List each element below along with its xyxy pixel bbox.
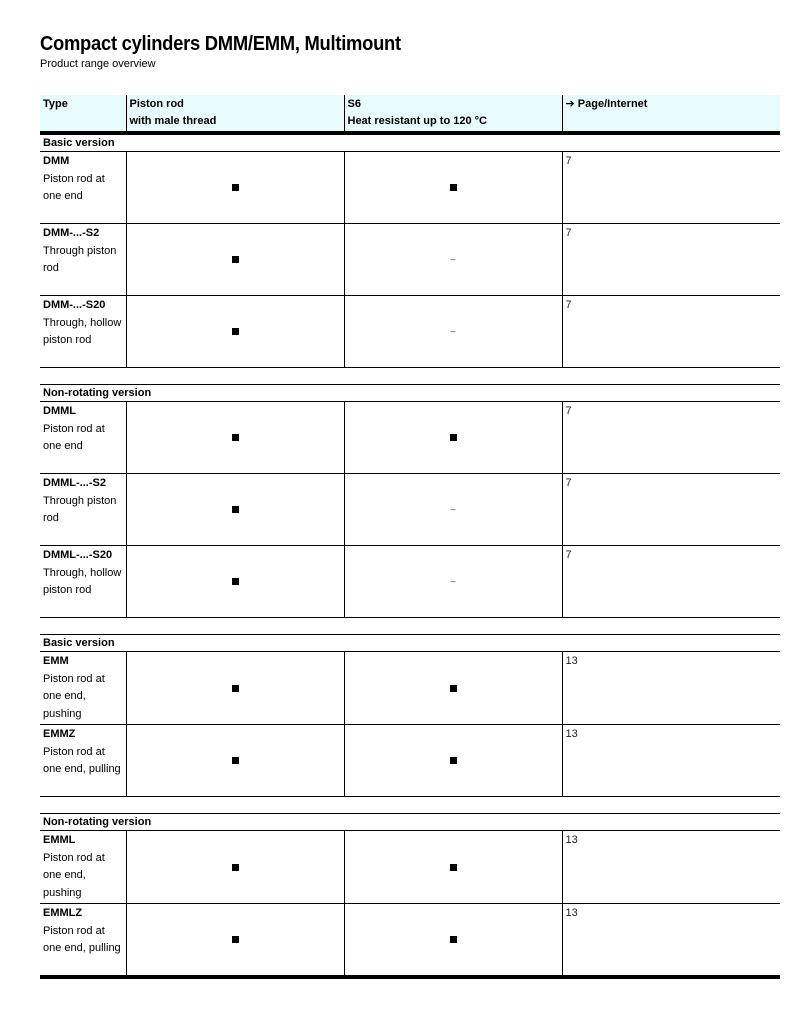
table-row xyxy=(40,546,780,618)
piston-availability-cell xyxy=(126,652,344,725)
not-available-dash-icon: – xyxy=(450,504,456,515)
type-description: Piston rod at one end, pushing xyxy=(43,851,105,899)
available-square-icon xyxy=(232,685,239,692)
table-row xyxy=(40,474,780,546)
page-reference: 13 xyxy=(562,831,780,904)
spacer-cell xyxy=(40,618,780,635)
available-square-icon xyxy=(450,757,457,764)
type-code: DMML-...-S20 xyxy=(43,549,113,561)
piston-availability-cell xyxy=(126,725,344,797)
s6-availability-cell xyxy=(344,831,562,904)
available-square-icon xyxy=(232,328,239,335)
type-cell xyxy=(40,725,126,797)
type-description: Through, hollow piston rod xyxy=(43,566,122,596)
available-square-icon xyxy=(450,184,457,191)
table-row xyxy=(40,224,780,296)
piston-availability-cell xyxy=(126,402,344,474)
table-row xyxy=(40,725,780,797)
s6-availability-cell xyxy=(344,904,562,978)
column-header-piston-rod-line2: with male thread xyxy=(129,115,217,127)
s6-availability-cell xyxy=(344,474,562,546)
column-header-type xyxy=(40,95,126,133)
spacer-row xyxy=(40,368,780,385)
available-square-icon xyxy=(450,864,457,871)
available-square-icon xyxy=(232,434,239,441)
type-description: Through, hollow piston rod xyxy=(43,316,122,346)
page-reference: 7 xyxy=(562,474,780,546)
table-row xyxy=(40,652,780,725)
available-square-icon xyxy=(232,757,239,764)
page-reference: 13 xyxy=(562,904,780,978)
available-square-icon xyxy=(232,184,239,191)
not-available-dash-icon: – xyxy=(450,254,456,265)
s6-availability-cell xyxy=(344,725,562,797)
type-code: DMM-...-S2 xyxy=(43,227,100,239)
not-available-dash-icon: – xyxy=(450,326,456,337)
type-cell xyxy=(40,402,126,474)
column-header-piston-rod-line1: Piston rod xyxy=(129,98,184,110)
page-reference: 7 xyxy=(562,296,780,368)
section-label: Basic version xyxy=(40,635,780,652)
page-reference: 7 xyxy=(562,224,780,296)
type-description: Piston rod at one end, pulling xyxy=(43,745,121,775)
type-code: EMML xyxy=(43,834,76,846)
type-description: Piston rod at one end, pushing xyxy=(43,672,105,720)
s6-availability-cell xyxy=(344,546,562,618)
available-square-icon xyxy=(232,256,239,263)
type-cell xyxy=(40,904,126,978)
piston-availability-cell xyxy=(126,296,344,368)
section-label: Non-rotating version xyxy=(40,385,780,402)
column-header-type-label: Type xyxy=(43,98,68,110)
available-square-icon xyxy=(450,685,457,692)
piston-availability-cell xyxy=(126,152,344,224)
column-header-page xyxy=(562,95,780,133)
table-row xyxy=(40,831,780,904)
table-row xyxy=(40,296,780,368)
s6-availability-cell xyxy=(344,224,562,296)
column-header-piston-rod xyxy=(126,95,344,133)
column-header-page-label: ➔ Page/Internet xyxy=(565,98,648,110)
available-square-icon xyxy=(232,578,239,585)
spacer-cell xyxy=(40,797,780,814)
type-code: EMM xyxy=(43,655,69,667)
type-cell xyxy=(40,474,126,546)
type-cell xyxy=(40,546,126,618)
piston-availability-cell xyxy=(126,831,344,904)
column-header-s6 xyxy=(344,95,562,133)
section-header-row xyxy=(40,385,780,402)
type-cell xyxy=(40,831,126,904)
type-description: Through piston rod xyxy=(43,244,117,274)
spacer-cell xyxy=(40,368,780,385)
type-cell xyxy=(40,152,126,224)
available-square-icon xyxy=(232,506,239,513)
piston-availability-cell xyxy=(126,224,344,296)
page-reference: 7 xyxy=(562,152,780,224)
table-row xyxy=(40,904,780,978)
table-row xyxy=(40,402,780,474)
section-label: Non-rotating version xyxy=(40,814,780,831)
page-reference: 7 xyxy=(562,402,780,474)
page-title: Compact cylinders DMM/EMM, Multimount xyxy=(40,33,401,55)
column-header-s6-line1: S6 xyxy=(347,98,361,110)
type-code: EMMZ xyxy=(43,728,76,740)
page-reference: 13 xyxy=(562,725,780,797)
type-code: DMM-...-S20 xyxy=(43,299,106,311)
page-subtitle: Product range overview xyxy=(40,58,156,70)
type-description: Piston rod at one end xyxy=(43,172,105,202)
s6-availability-cell xyxy=(344,402,562,474)
page-reference: 7 xyxy=(562,546,780,618)
section-label: Basic version xyxy=(40,133,780,152)
page-header xyxy=(40,30,432,70)
type-cell xyxy=(40,296,126,368)
available-square-icon xyxy=(232,936,239,943)
spacer-row xyxy=(40,618,780,635)
type-cell xyxy=(40,652,126,725)
s6-availability-cell xyxy=(344,652,562,725)
type-code: EMMLZ xyxy=(43,907,83,919)
section-header-row xyxy=(40,635,780,652)
type-code: DMML xyxy=(43,405,76,417)
piston-availability-cell xyxy=(126,474,344,546)
s6-availability-cell xyxy=(344,152,562,224)
piston-availability-cell xyxy=(126,546,344,618)
type-description: Through piston rod xyxy=(43,494,117,524)
available-square-icon xyxy=(450,936,457,943)
section-header-row xyxy=(40,814,780,831)
available-square-icon xyxy=(450,434,457,441)
type-description: Piston rod at one end, pulling xyxy=(43,924,121,954)
not-available-dash-icon: – xyxy=(450,576,456,587)
column-header-s6-line2: Heat resistant up to 120 °C xyxy=(347,115,487,127)
type-cell xyxy=(40,224,126,296)
piston-availability-cell xyxy=(126,904,344,978)
type-code: DMM xyxy=(43,155,70,167)
available-square-icon xyxy=(232,864,239,871)
type-description: Piston rod at one end xyxy=(43,422,105,452)
section-header-row xyxy=(40,133,780,152)
product-range-table xyxy=(40,95,780,979)
table-row xyxy=(40,152,780,224)
page-reference: 13 xyxy=(562,652,780,725)
table-body xyxy=(40,133,780,977)
type-code: DMML-...-S2 xyxy=(43,477,106,489)
s6-availability-cell xyxy=(344,296,562,368)
table-header-row xyxy=(40,95,780,133)
spacer-row xyxy=(40,797,780,814)
